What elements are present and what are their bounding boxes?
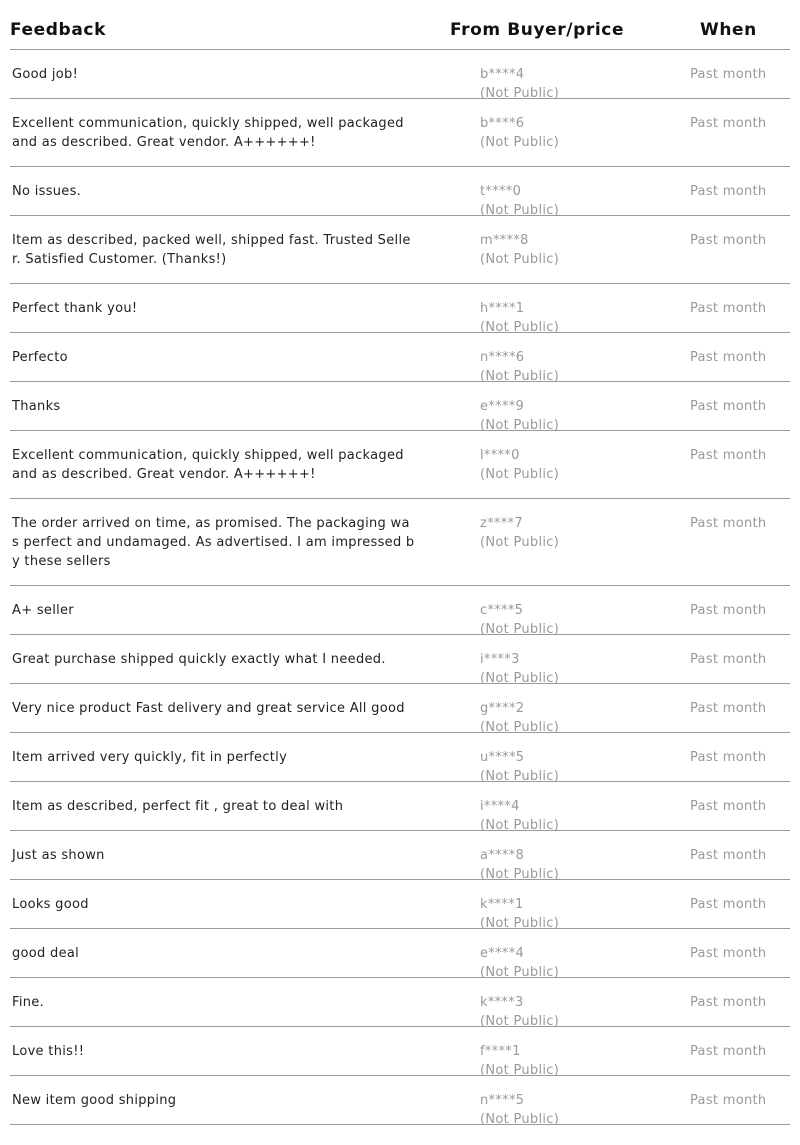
buyer-id: a****8	[480, 848, 525, 863]
buyer-id: e****4	[480, 946, 525, 961]
buyer-id: m****8	[480, 233, 529, 248]
buyer-visibility: (Not Public)	[480, 369, 560, 384]
buyer-id: l****0	[480, 448, 520, 463]
feedback-when: Past month	[690, 233, 767, 248]
feedback-when: Past month	[690, 116, 767, 131]
buyer-id: e****9	[480, 399, 525, 414]
buyer-id: b****6	[480, 116, 525, 131]
buyer-id: z****7	[480, 516, 523, 531]
buyer-id: k****1	[480, 897, 524, 912]
buyer-visibility: (Not Public)	[480, 467, 560, 482]
buyer-id: k****3	[480, 995, 524, 1010]
buyer-visibility: (Not Public)	[480, 720, 560, 735]
when-column-header: When	[700, 20, 757, 40]
table-row	[10, 586, 790, 635]
feedback-when: Past month	[690, 301, 767, 316]
table-row	[10, 1027, 790, 1076]
buyer-visibility: (Not Public)	[480, 916, 560, 931]
table-row	[10, 782, 790, 831]
buyer-visibility: (Not Public)	[480, 252, 560, 267]
buyer-visibility: (Not Public)	[480, 769, 560, 784]
table-row	[10, 382, 790, 431]
feedback-text: New item good shipping	[12, 1093, 177, 1108]
feedback-when: Past month	[690, 946, 767, 961]
feedback-text: Just as shown	[12, 848, 105, 863]
table-row	[10, 733, 790, 782]
feedback-when: Past month	[690, 652, 767, 667]
feedback-text: Item arrived very quickly, fit in perfectly	[12, 750, 288, 765]
buyer-id: t****0	[480, 184, 522, 199]
buyer-visibility: (Not Public)	[480, 86, 560, 101]
table-row	[10, 880, 790, 929]
feedback-when: Past month	[690, 603, 767, 618]
buyer-id: n****6	[480, 350, 525, 365]
buyer-visibility: (Not Public)	[480, 135, 560, 150]
table-row	[10, 499, 790, 586]
feedback-text: Thanks	[12, 399, 61, 414]
feedback-when: Past month	[690, 701, 767, 716]
buyer-id: c****5	[480, 603, 524, 618]
table-row	[10, 684, 790, 733]
buyer-visibility: (Not Public)	[480, 671, 560, 686]
table-row	[10, 431, 790, 499]
feedback-text: Excellent communication, quickly shipped, well packaged and as described. Great vendor. A++++++!	[12, 116, 404, 150]
table-row	[10, 333, 790, 382]
feedback-when: Past month	[690, 184, 767, 199]
feedback-when: Past month	[690, 1093, 767, 1108]
feedback-text: Looks good	[12, 897, 89, 912]
table-row	[10, 216, 790, 284]
table-row	[10, 1076, 790, 1125]
feedback-text: Good job!	[12, 67, 79, 82]
table-row	[10, 635, 790, 684]
table-row	[10, 167, 790, 216]
buyer-id: f****1	[480, 1044, 521, 1059]
buyer-visibility: (Not Public)	[480, 1014, 560, 1029]
buyer-visibility: (Not Public)	[480, 1112, 560, 1127]
feedback-when: Past month	[690, 897, 767, 912]
table-row	[10, 50, 790, 99]
feedback-when: Past month	[690, 67, 767, 82]
feedback-when: Past month	[690, 995, 767, 1010]
buyer-visibility: (Not Public)	[480, 867, 560, 882]
feedback-text: Perfecto	[12, 350, 68, 365]
table-row	[10, 99, 790, 167]
feedback-text: Item as described, packed well, shipped fast. Trusted Selle r. Satisfied Customer. (Thanks!)	[12, 233, 411, 267]
feedback-text: Perfect thank you!	[12, 301, 138, 316]
table-row	[10, 929, 790, 978]
buyer-visibility: (Not Public)	[480, 535, 560, 550]
buyer-id: n****5	[480, 1093, 525, 1108]
buyer-visibility: (Not Public)	[480, 965, 560, 980]
buyer-id: i****3	[480, 652, 520, 667]
feedback-when: Past month	[690, 799, 767, 814]
buyer-id: g****2	[480, 701, 525, 716]
feedback-text: Great purchase shipped quickly exactly what I needed.	[12, 652, 386, 667]
buyer-id: h****1	[480, 301, 525, 316]
buyer-id: b****4	[480, 67, 525, 82]
feedback-table	[10, 50, 790, 1125]
buyer-visibility: (Not Public)	[480, 203, 560, 218]
table-row	[10, 284, 790, 333]
feedback-when: Past month	[690, 1044, 767, 1059]
feedback-when: Past month	[690, 848, 767, 863]
from-buyer-column-header: From Buyer/price	[450, 20, 625, 40]
feedback-text: Item as described, perfect fit , great to deal with	[12, 799, 344, 814]
feedback-column-header: Feedback	[10, 20, 106, 40]
buyer-id: i****4	[480, 799, 520, 814]
feedback-when: Past month	[690, 399, 767, 414]
feedback-text: Very nice product Fast delivery and great service All good	[12, 701, 405, 716]
feedback-text: Fine.	[12, 995, 45, 1010]
buyer-visibility: (Not Public)	[480, 818, 560, 833]
feedback-text: Excellent communication, quickly shipped, well packaged and as described. Great vendor. A++++++!	[12, 448, 404, 482]
feedback-when: Past month	[690, 516, 767, 531]
buyer-visibility: (Not Public)	[480, 320, 560, 335]
feedback-text: good deal	[12, 946, 80, 961]
buyer-visibility: (Not Public)	[480, 418, 560, 433]
feedback-when: Past month	[690, 350, 767, 365]
feedback-when: Past month	[690, 448, 767, 463]
table-row	[10, 831, 790, 880]
table-row	[10, 978, 790, 1027]
feedback-text: Love this!!	[12, 1044, 85, 1059]
feedback-text: A+ seller	[12, 603, 74, 618]
feedback-text: The order arrived on time, as promised. The packaging wa s perfect and undamaged. As advertised. I am impressed b y these sellers	[12, 516, 415, 569]
buyer-visibility: (Not Public)	[480, 622, 560, 637]
feedback-when: Past month	[690, 750, 767, 765]
feedback-text: No issues.	[12, 184, 82, 199]
buyer-id: u****5	[480, 750, 525, 765]
buyer-visibility: (Not Public)	[480, 1063, 560, 1078]
